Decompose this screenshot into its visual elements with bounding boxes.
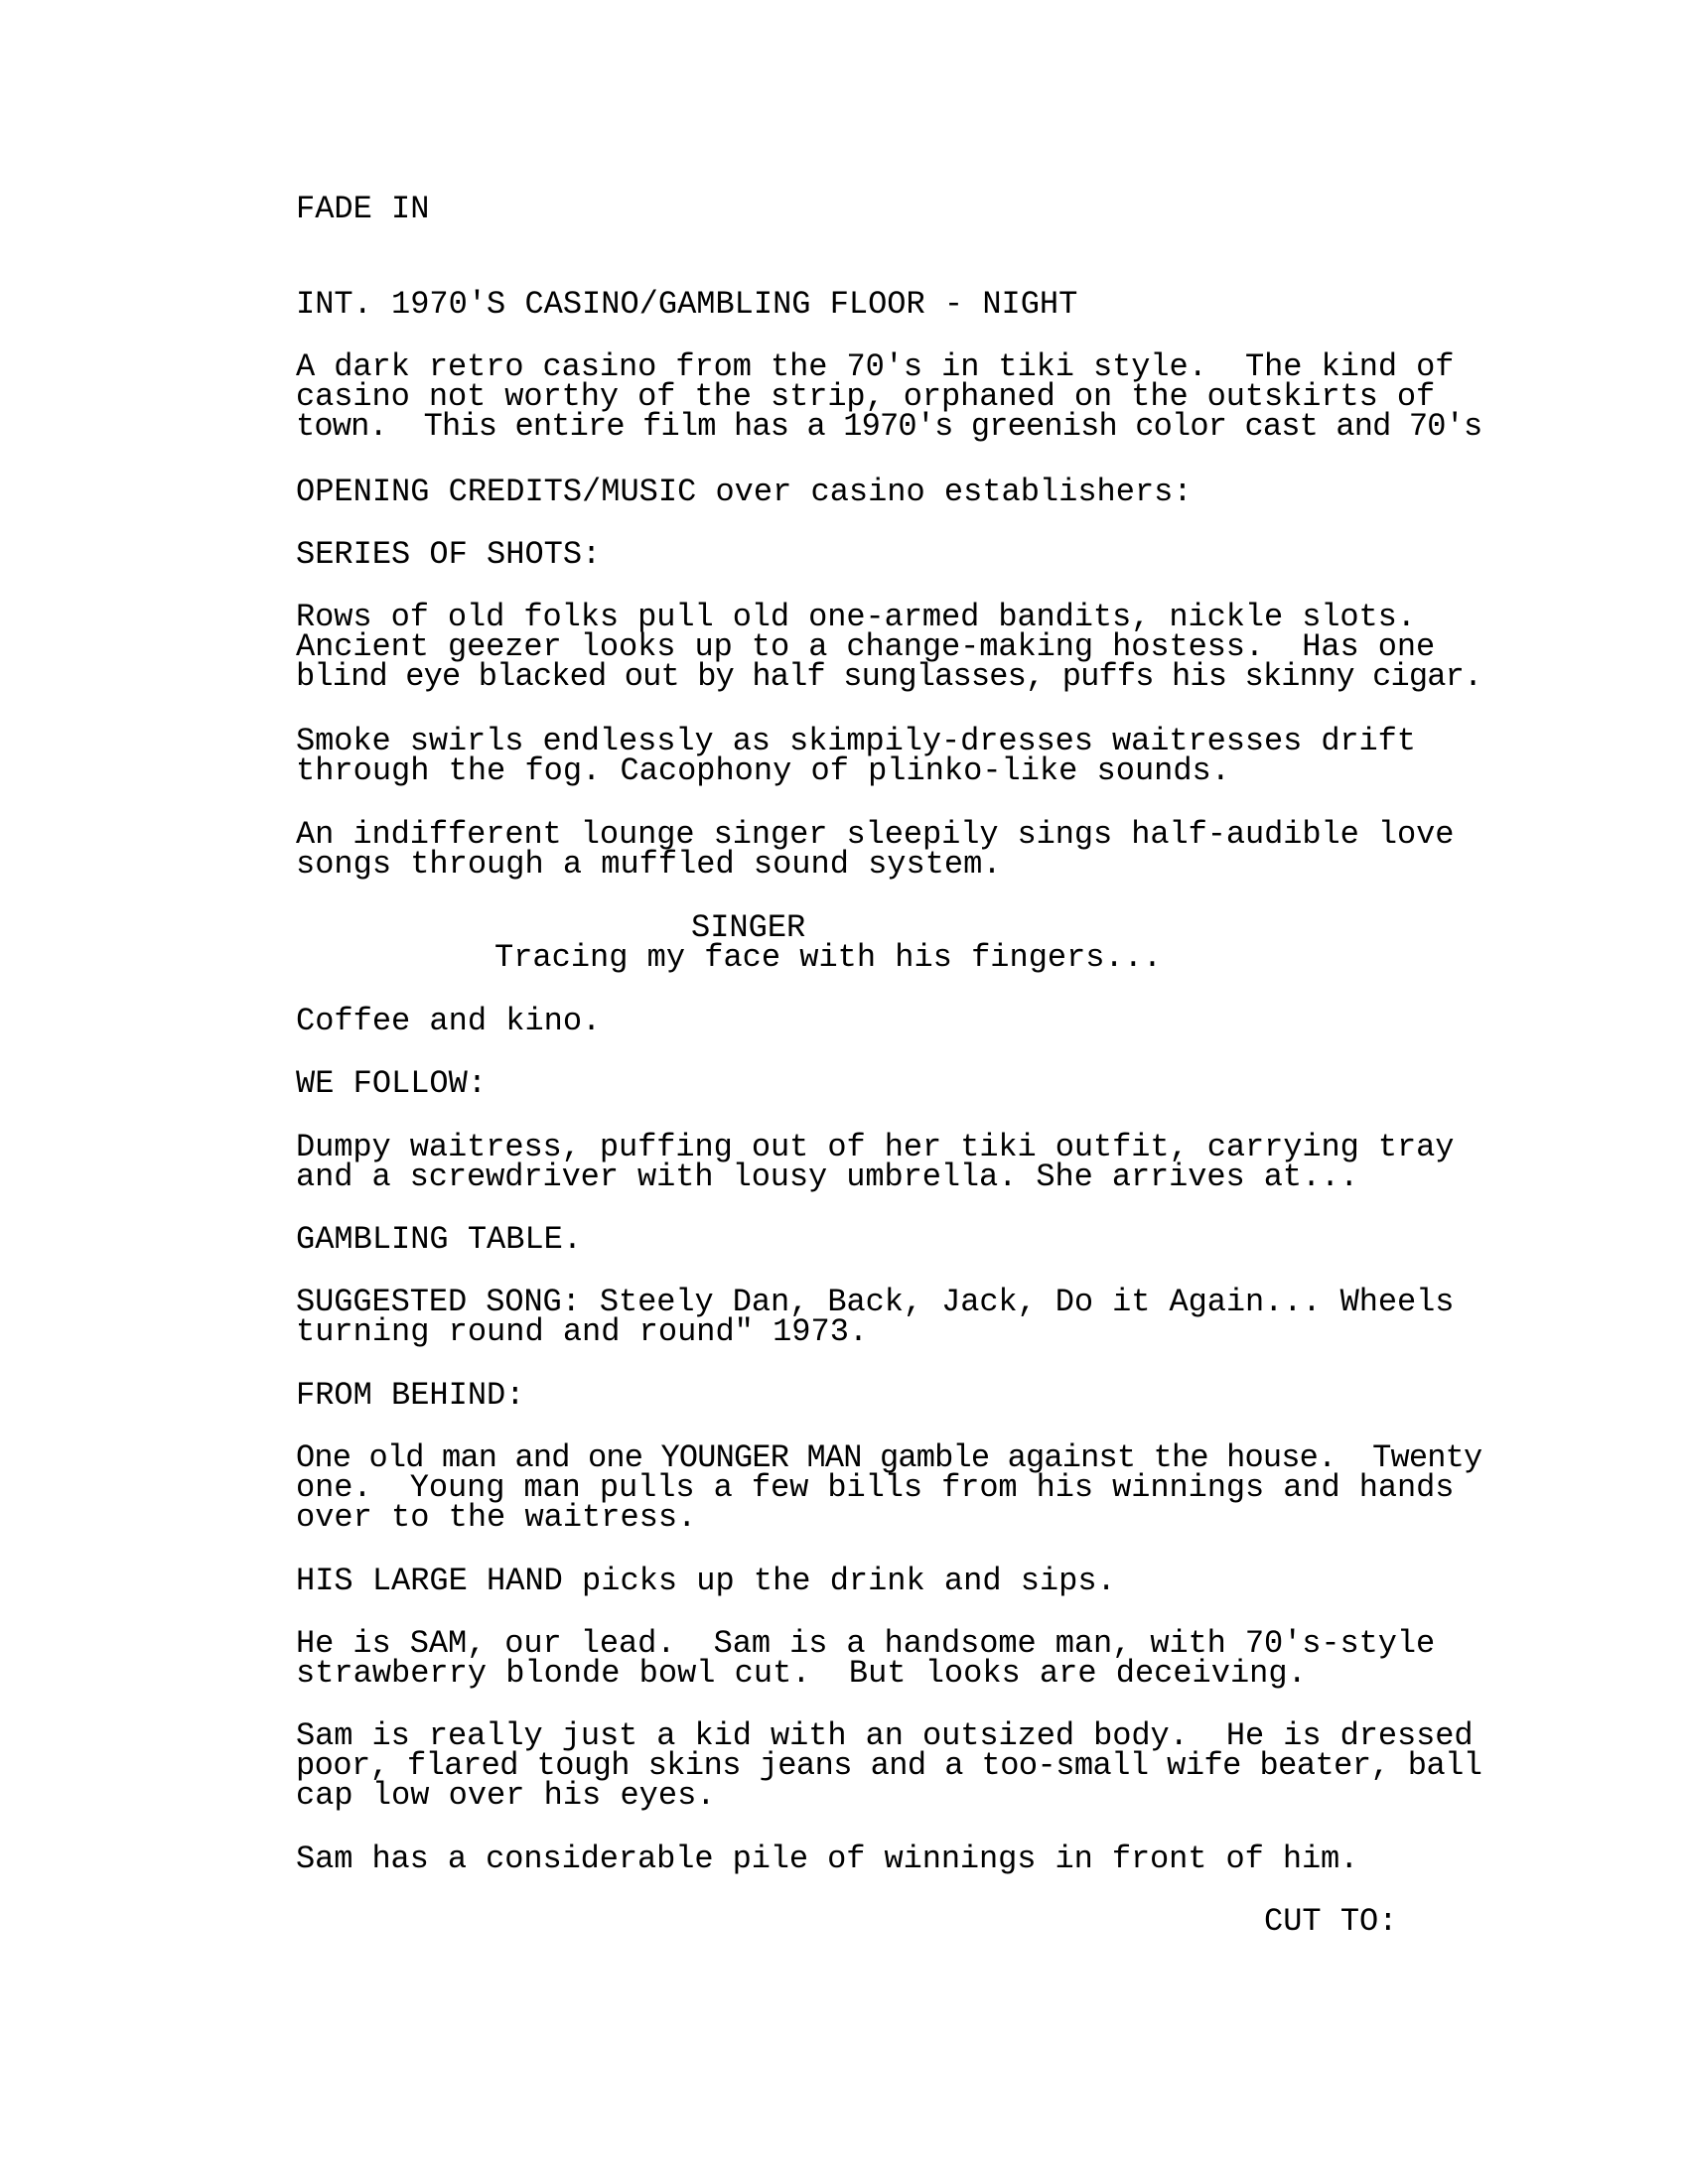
we-follow: WE FOLLOW: [296, 1065, 488, 1102]
series-of-shots: SERIES OF SHOTS: [296, 536, 602, 573]
action-line: cap low over his eyes. [296, 1777, 716, 1814]
action-line: through the fog. Cacophony of plinko-like sounds. [296, 752, 1230, 789]
action-line: A dark retro casino from the 70's in tiki style. The kind of [296, 348, 1455, 385]
from-behind: FROM BEHIND: [296, 1377, 525, 1414]
action-line: Smoke swirls endlessly as skimpily-dresses waitresses drift [296, 723, 1416, 759]
action-line: Sam has a considerable pile of winnings in front of him. [296, 1841, 1359, 1877]
action-line: An indifferent lounge singer sleepily sings half-audible love [296, 816, 1455, 853]
character-name: SINGER [691, 909, 806, 946]
action-line: casino not worthy of the strip, orphaned on the outskirts of [296, 378, 1436, 415]
action-line: HIS LARGE HAND picks up the drink and sips. [296, 1563, 1116, 1599]
action-line: blind eye blacked out by half sunglasses, puffs his skinny cigar. [296, 658, 1482, 695]
action-line: and a screwdriver with lousy umbrella. She arrives at... [296, 1159, 1359, 1195]
dialogue: Tracing my face with his fingers... [494, 939, 1163, 976]
opening-credits: OPENING CREDITS/MUSIC over casino establishers: [296, 474, 1193, 510]
action-line: Dumpy waitress, puffing out of her tiki outfit, carrying tray [296, 1129, 1455, 1165]
action-line: Ancient geezer looks up to a change-making hostess. Has one [296, 628, 1436, 665]
action-line: poor, flared tough skins jeans and a too-small wife beater, ball [296, 1747, 1482, 1784]
action-line: songs through a muffled sound system. [296, 846, 1002, 883]
action-line: strawberry blonde bowl cut. But looks are deceiving. [296, 1655, 1307, 1692]
action-line: Rows of old folks pull old one-armed bandits, nickle slots. [296, 599, 1416, 635]
action-line: town. This entire film has a 1970's greenish color cast and 70's [296, 408, 1482, 445]
gambling-table: GAMBLING TABLE. [296, 1221, 583, 1258]
action-line: one. Young man pulls a few bills from his winnings and hands [296, 1469, 1455, 1506]
fade-in: FADE IN [296, 191, 430, 227]
action-line: He is SAM, our lead. Sam is a handsome man, with 70's-style [296, 1625, 1436, 1662]
suggested-song: SUGGESTED SONG: Steely Dan, Back, Jack, Do it Again... Wheels [296, 1284, 1455, 1320]
suggested-song: turning round and round" 1973. [296, 1313, 869, 1350]
transition-cut-to: CUT TO: [1264, 1903, 1398, 1940]
scene-heading: INT. 1970'S CASINO/GAMBLING FLOOR - NIGHT [296, 286, 1078, 323]
action-line: One old man and one YOUNGER MAN gamble against the house. Twenty [296, 1439, 1482, 1476]
action-line: Sam is really just a kid with an outsized body. He is dressed [296, 1717, 1474, 1754]
action-line: over to the waitress. [296, 1499, 697, 1536]
action-line: Coffee and kino. [296, 1003, 602, 1039]
